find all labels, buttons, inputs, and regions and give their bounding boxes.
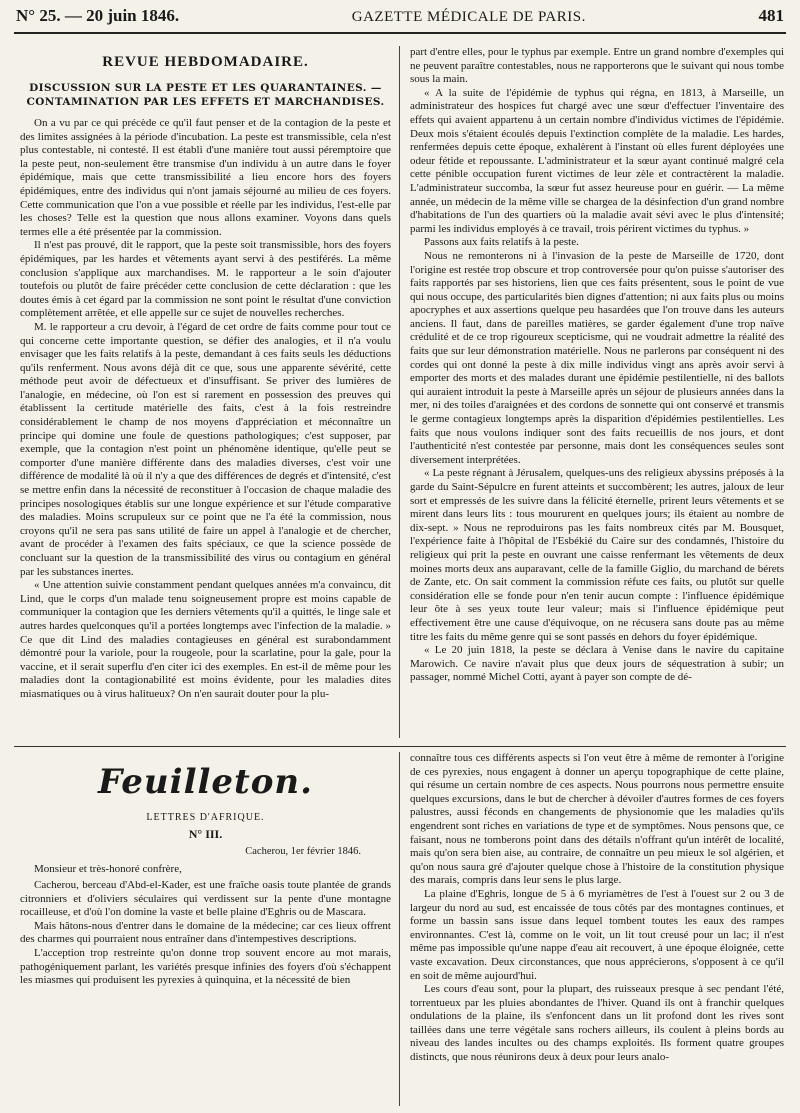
- feuilleton-salutation: Monsieur et très-honoré confrère,: [34, 863, 182, 875]
- feuilleton-paragraph: Les cours d'eau sont, pour la plupart, des ruisseaux presque à sec pendant l'été, torrentueux par les pluies abondantes de l'hiver. Quand ils ont à franchir quelques ondulations de la plaine, ils s'enfoncent dans un lit profond dont les rives sont taillées dans une terre végétale sans rochers ailleurs, ils coulent à pleins bords au niveau des landes incultes ou des champs exploités. Ils forment quatre groupes distincts, que nous réunirons deux à deux pour leurs analo-: [410, 983, 784, 1064]
- feuilleton-paragraph: connaître tous ces différents aspects si l'on veut être à même de remonter à l'origine de ces pyrexies, nous engagent à donner un aperçu topographique de cette plaine, qui résume un certain nombre de ces aspects. Nous pourrons nous permettre ensuite quelques excursions, dans le but de chercher à dévoiler d'autres formes de ces foyers palustres, aussi féconds en changements de physionomie que les maladies qu'ils engendrent sont riches en variations de type et de symptômes. Nous pensons que, ce faisant, nous ne tomberons point dans des détails n'offrant qu'un intérêt de localité, mais qu'on sera bien aise, au contraire, de connaître un peu mieux le sol algérien, et qu'on nous saura gré d'ajouter quelque chose à l'histoire de la constitution physique des marais, compris dans leur sens le plus large.: [410, 752, 784, 887]
- feuilleton-right-column: [400, 752, 786, 1106]
- feuilleton-paragraph: Cacherou, berceau d'Abd-el-Kader, est une fraîche oasis toute plantée de grands citronniers et d'oliviers séculaires qui verdissent sur la pente d'une montagne rocailleuse, et d'où l'on domine la vaste et belle plaine d'Eghris ou de Mascara.: [20, 879, 391, 919]
- feuilleton-title: Feuilleton.: [98, 762, 313, 802]
- page-number: 481: [758, 6, 784, 25]
- revue-paragraph: Nous ne remonterons ni à l'invasion de la peste de Marseille de 1720, dont l'origine est restée trop obscure et trop controversée pour qu'on puisse s'autoriser des faits rapportés par ses historiens, lien que ces faits présentent, sous le point de vue qui nous occupe, des particularités bien dignes d'attention; ni aux faits plus ou moins apocryphes et aux assertions quelque peu hasardées que l'on trouve dans les auteurs anciens. Il faut, dans de pareilles matières, se garder également d'une trop naïve crédulité et de ce trop rigoureux scepticisme, qui ne voudrait admettre la réalité des faits que sur leur démonstration matérielle. Nous ne parlerons par conséquent ni des cordes qui ont donné la peste à dix mille individus vingt ans après avoir servi à emporter des morts et des malades durant une épidémie pestilentielle, ni des ballots qui auraient introduit la peste à Marseille après un séjour de plusieurs années dans la mer, ni des toiles d'araignées et des cordons de sonnette qui ont conservé et transmis le germe contagieux longtemps après la disparition d'épidémies pestilentielles. Les faits que nous voulons indiquer sont des faits recueillis de nos jours, et dont l'authenticité n'est contestée par personne, mais dont les conséquences seules sont diversement interprétées.: [410, 249, 784, 466]
- section-divider: [14, 746, 786, 747]
- feuilleton-number: N° III.: [188, 827, 223, 841]
- issue-date: N° 25. — 20 juin 1846.: [16, 6, 180, 25]
- revue-left-column: [14, 46, 400, 738]
- feuilleton-left-column: [14, 752, 400, 1106]
- journal-title: GAZETTE MÉDICALE DE PARIS.: [351, 9, 586, 25]
- revue-paragraph: « A la suite de l'épidémie de typhus qui régna, en 1813, à Marseille, un administrateur des hospices fut chargé avec une sœur d'effectuer l'inventaire des effets qui avaient appartenu à un certain nombre d'individus victimes de l'épidémie. Deux mois s'étaient écoulés depuis l'extinction complète de la maladie. Les hardes, renfermées depuis cette époque, exhalèrent à l'instant où elles furent déployées une odeur fétide et repoussante. L'administrateur et la sœur ayant continué malgré cela cette pénible occupation furent victimes de leur zèle et contractèrent la maladie. L'administrateur succomba, la sœur fut assez heureuse pour en guérir. — La même année, un médecin de la même ville se chargea de la désinfection d'un grand nombre d'habitations de l'un des quartiers où la maladie avait sévi avec le plus d'intensité; parmi les individus employés à ce travail, trois périrent victimes du typhus. »: [410, 86, 784, 235]
- revue-paragraph: « Le 20 juin 1818, la peste se déclara à Venise dans le navire du capitaine Marowich. Ce navire n'avait plus que deux jours de séquestration à subir; un passager, nommé Michel Cotti, ayant à payer son compte de dé-: [410, 644, 784, 684]
- revue-columns: [14, 46, 786, 738]
- revue-title: REVUE HEBDOMADAIRE.: [102, 54, 309, 70]
- feuilleton-paragraph: La plaine d'Eghris, longue de 5 à 6 myriamètres de l'est à l'ouest sur 2 ou 3 de largeur du nord au sud, est encaissée de tous côtés par des montagnes continues, et forme un bassin sans issue dans lequel tombent toutes les eaux des rampes environnantes. C'est là, comme on le voit, un lit tout creusé pour un lac; il n'est même pas impossible qu'une nappe d'eau ait recouvert, à une époque éloignée, cette vaste excavation. Deux circonstances, que nous apprécierons, s'opposent à ce qu'il en soit de même aujourd'hui.: [410, 887, 784, 982]
- revue-paragraph: M. le rapporteur a cru devoir, à l'égard de cet ordre de faits comme pour tout ce qui concerne cette importante question, se défier des analogies, et il n'a voulu envisager que les faits relatifs à la peste, demandant à ces faits seuls les déductions qu'ils renferment. Nous avons déjà dit ce que, sous une apparente sévérité, cette méthode peut avoir de défectueux et d'insuffisant. Se priver des lumières de l'analogie, en médecine, où l'on est si rarement en possession des preuves qui établissent la certitude matérielle des faits, c'est à la fois restreindre considérablement le champ de nos moyens d'appréciation et méconnaître un principe qui domine une foule de questions pathologiques; c'est supposer, par exemple, que la contagion n'est point un phénomène identique, qu'elle peut se comporter d'une manière différente dans des maladies diverses, c'est voir une différence de modalité là où il n'y a que des différences de degrés et d'intensité, c'est se mettre enfin dans la nécessité de reconstituer à l'occasion de chaque maladie des principes nosologiques établis sur une longue expérience et sur l'étude comparative des maladies. Moins scrupuleux sur ce point que ne l'a été la commission, nous croyons qu'il ne sera pas sans utilité de faire un appel à l'analogie et de chercher, avant de procéder à l'examen des faits spéciaux, ce que la science possède de concluant sur la question de la transmissibilité des virus ou contagium en général par les substances inertes.: [20, 320, 391, 578]
- feuilleton-section: [14, 752, 786, 1106]
- revue-right-column: [400, 46, 786, 738]
- revue-paragraph: Passons aux faits relatifs à la peste.: [424, 236, 579, 249]
- revue-paragraph: part d'entre elles, pour le typhus par exemple. Entre un grand nombre d'exemples qui ne peuvent paraître contestables, nous ne rapporterons que le suivant qui nous tombe sous la main.: [410, 46, 784, 86]
- feuilleton-paragraph: L'acception trop restreinte qu'on donne trop souvent encore au mot marais, pathogéniquement parlant, les variétés presque infinies des foyers d'où s'échappent les miasmes qui produisent les pyrexies à quinquina, et la nécessité de bien: [20, 946, 391, 987]
- revue-paragraph: « Une attention suivie constamment pendant quelques années m'a convaincu, dit Lind, que le corps d'un malade tenu soigneusement propre est moins capable de communiquer la contagion que les derniers vêtements qu'il a quittés, le linge sale et autres hardes quelconques qu'il a portées longtemps avec l'infection de la maladie. » Ce que dit Lind des maladies contagieuses en général est surabondamment démontré pour la variole, pour la rougeole, pour la scarlatine, pour la gale, pour la vaccine, et il serait superflu d'en citer ici des exemples. En est-il de même pour les maladies dont la contagionabilité est moins évidente, pour les maladies dites miasmatiques ou à virus halitueux? On n'en saurait douter pour la plu-: [20, 579, 391, 700]
- feuilleton-series: LETTRES D'AFRIQUE.: [146, 812, 265, 823]
- newspaper-page: [14, 6, 786, 1106]
- revue-subtitle: DISCUSSION SUR LA PESTE ET LES QUARANTAINES. — CONTAMINATION PAR LES EFFETS ET MARCHANDISES.: [26, 82, 385, 108]
- feuilleton-paragraph: Mais hâtons-nous d'entrer dans le domaine de la médecine; car ces lieux offrent des charmes qui pourraient nous entraîner dans d'intempestives descriptions.: [20, 919, 391, 946]
- revue-paragraph: Il n'est pas prouvé, dit le rapport, que la peste soit transmissible, hors des foyers épidémiques, par les hardes et vêtements ayant servi à des pestiférés. La même conclusion s'applique aux marchandises. M. le rapporteur a le soin d'ajouter toutefois ou plutôt de faire précéder cette conclusion de cette déclaration : que les doutes émis à cet égard par la commission ne sont point le résultat d'une conviction complètement arrêtée, et elle appelle sur ce sujet de nouvelles recherches.: [20, 239, 391, 320]
- revue-paragraph: On a vu par ce qui précède ce qu'il faut penser et de la contagion de la peste et des limites assignées à la période d'incubation. La peste est transmissible, cela n'est plus contestable, ni contesté. Il est établi d'une manière tout aussi péremptoire que la peste peut, non-seulement être transmise d'un individu à un autre dans le foyer épidémique, mais que cette transmissibilité a lieu encore hors des foyers épidémiques, entre des individus qui n'ont jamais séjourné au milieu de ces foyers. Cette communication que l'on a vue possible et réelle par les individus, l'est-elle par les choses? Telle est la question que nous allons examiner. Voyons dans quels termes elle a été présentée par la commission.: [20, 117, 391, 238]
- page-header: [14, 6, 786, 34]
- feuilleton-place-date: Cacherou, 1er février 1846.: [245, 846, 361, 857]
- revue-paragraph: « La peste régnant à Jérusalem, quelques-uns des religieux abyssins préposés à la garde du Saint-Sépulcre en furent atteints et succombèrent; les autres, jaloux de leur sort et empressés de les suivre dans la félicité éternelle, prirent leurs vêtements et se mirent dans leurs lits : tous moururent en quelques jours; ils étaient au nombre de dix-sept. » Nous ne reproduirons pas les faits nombreux cités par M. Bousquet, l'expérience faite à l'hôpital de l'Esbékié du Caire sur des condamnés, l'histoire du religieux qui prit la peste en ouvrant une caisse renfermant les vêtements de deux moines morts deux ans auparavant, celle de la famille Giglio, du marchand de bérets de Zante, etc. On sait comment la commission réfute ces faits, ou plutôt sur quelle considération elle se fonde pour n'en tenir aucun compte : l'influence épidémique leur ôte à ses yeux toute leur valeur; mais si l'influence épidémique peut effectivement être une cause d'équivoque, on ne récusera sans doute pas au même titre les faits du même genre qui se sont passés en dehors du foyer épidémique.: [410, 467, 784, 643]
